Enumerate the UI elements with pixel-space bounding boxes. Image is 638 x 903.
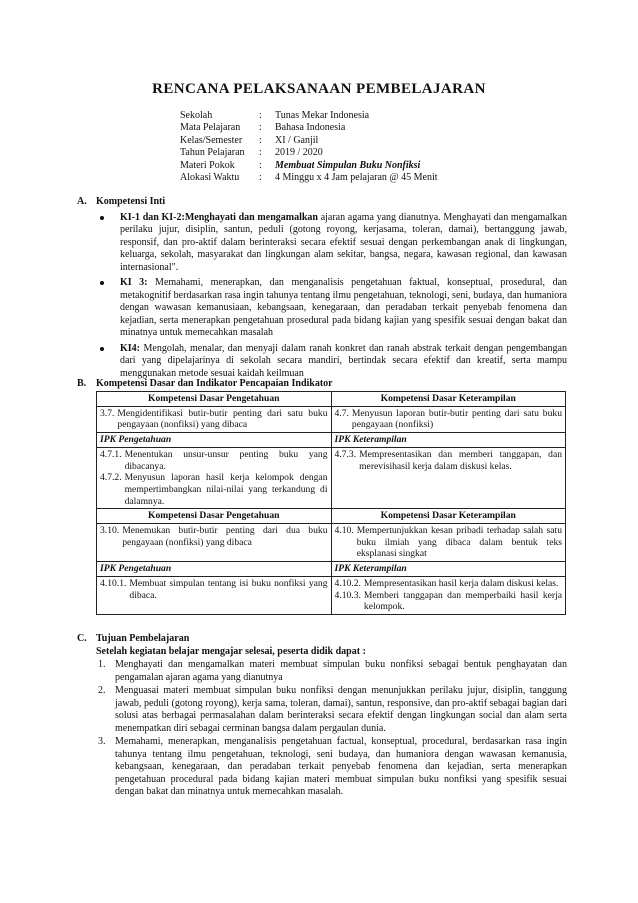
ipk-knowledge-label: IPK Pengetahuan: [97, 562, 332, 577]
list-item: [77, 736, 567, 799]
kd-item: [335, 525, 563, 560]
table-header-skill: Kompetensi Dasar Keterampilan: [331, 509, 566, 524]
section-letter: C.: [77, 633, 87, 644]
item-number: 2.: [98, 685, 106, 696]
section-letter: B.: [77, 378, 87, 389]
table-cell: [97, 406, 332, 432]
list-item: [77, 659, 567, 684]
identity-colon: :: [259, 109, 262, 121]
item-text: Memahami, menerapkan, menganalisis pengetahuan factual, konseptual, procedural, berdasarkan rasa ingin tahunya tentang ilmu pengetahuan, teknologi, seni budaya, dan humaniora dengan wawasan kemanusia, kebangsaan, kenegaraan, dan peradaban terkait penyebab fenomena dan kejadian, serta menerapkan pengetahuan procedural pada bidang kajian materi membuat simpulan buku nonfiksi yang spesifik sesuai dengan bakat dan minatnya untuk memecahkan masalah.: [115, 736, 567, 797]
ipk-item: [100, 449, 328, 472]
identity-colon: :: [259, 171, 262, 183]
identity-label: Kelas/Semester: [180, 134, 243, 146]
identity-label: Sekolah: [180, 109, 213, 121]
kd-text: Menyusun laporan butir-butir penting dari satu buku pengayaan (nonfiksi): [351, 407, 562, 431]
section-heading: [77, 196, 567, 209]
ipk-number: 4.7.2.: [100, 472, 122, 484]
item-lead: KI 3:: [120, 277, 148, 288]
table-row: [97, 524, 566, 562]
list-item: [77, 212, 567, 275]
identity-colon: :: [259, 122, 262, 134]
ipk-text: Menentukan unsur-unsur penting buku yang dibacanya.: [124, 448, 328, 472]
ipk-number: 4.7.3.: [334, 448, 357, 460]
kd-number: 4.10.: [334, 525, 354, 537]
ipk-skill-label: IPK Keterampilan: [331, 562, 566, 577]
table-row: [97, 406, 566, 432]
list-item: [77, 277, 567, 340]
identity-row-topic: [180, 160, 438, 172]
table-cell: [97, 524, 332, 562]
table-cell: [97, 447, 332, 509]
list-item: [77, 343, 567, 381]
ipk-item: [335, 578, 563, 590]
identity-value: Membuat Simpulan Buku Nonfiksi: [275, 159, 421, 171]
table-row: [97, 576, 566, 614]
ipk-item: [100, 578, 328, 601]
identity-value: XI / Ganjil: [275, 134, 319, 146]
table-row: [97, 433, 566, 448]
objectives-list: [77, 659, 567, 799]
ipk-item: [100, 472, 328, 507]
section-core-competence: [77, 196, 567, 383]
item-text: Memahami, menerapkan, dan menganalisis pengetahuan faktual, konseptual, prosedural, dan metakognitif berdasarkan rasa ingin tahunya tentang ilmu pengetahuan, teknologi, seni, budaya, dan humaniora dengan wawasan kemanusiaan, kebangsaan, kenegaraan, dan peradaban terkait penyebab fenomena dan kejadian, serta menerapkan pengetahuan prosedural pada bidang kajian yang spesifik sesuai dengan bakat dan minatnya untuk memecahkan masalah: [120, 277, 568, 338]
identity-block: [180, 110, 438, 184]
table-header-knowledge: Kompetensi Dasar Pengetahuan: [97, 509, 332, 524]
section-title: Kompetensi Dasar dan Indikator Pencapaian Indikator: [96, 378, 333, 389]
table-cell: [331, 447, 566, 509]
item-lead: KI-1 dan KI-2:Menghayati dan mengamalkan: [120, 211, 318, 223]
kd-text: Menemukan butir-butir penting dari dua buku pengayaan (nonfiksi) yang dibaca: [122, 525, 328, 548]
section-heading: [77, 633, 567, 646]
item-text: Mengolah, menalar, dan menyaji dalam ranah konkret dan ranah abstrak terkait dengan pengembangan dari yang dipelajarinya di sekolah secara mandiri, bertindak secara efektif dan kreatif, serta mampu menggunakan metode sesuai kaidah keilmuan: [120, 342, 567, 379]
ipk-text: Memberi tanggapan dan memperbaiki hasil kerja kelompok.: [363, 589, 562, 613]
identity-row-time: [180, 172, 438, 184]
list-item: [77, 685, 567, 735]
identity-value: 2019 / 2020: [275, 147, 323, 159]
section-letter: A.: [77, 196, 87, 207]
item-number: 1.: [98, 659, 106, 670]
identity-label: Alokasi Waktu: [180, 171, 240, 183]
table-row: [97, 562, 566, 577]
competence-table: [96, 391, 566, 615]
item-text: ajaran agama yang dianutnya. Menghayati dan mengamalkan perilaku jujur, disiplin, santun, peduli (gotong royong, kerjasama, toleran, damai), bertanggung jawab, responsif, dan pro-aktif dalam berinteraksi secara efektif sesuai dengan perkembangan anak di lingkungan, keluarga, sekolah, masyarakat dan lingkungan alam sekitar, bangsa, negara, kawasan regional, dan kawasan internasional".: [120, 211, 567, 273]
document-title: RENCANA PELAKSANAAN PEMBELAJARAN: [152, 81, 486, 97]
section-heading: [77, 378, 567, 391]
ipk-number: 4.10.3.: [334, 589, 361, 601]
table-cell: [331, 524, 566, 562]
table-cell: [331, 406, 566, 432]
table-header-knowledge: Kompetensi Dasar Pengetahuan: [97, 392, 332, 407]
section-title: Tujuan Pembelajaran: [96, 633, 190, 644]
ipk-text: Mempresentasikan dan memberi tanggapan, dan merevisihasil kerja dalam diskusi kelas.: [359, 448, 562, 472]
identity-row-year: [180, 147, 438, 159]
ipk-number: 4.10.2.: [334, 577, 361, 589]
identity-colon: :: [259, 159, 262, 171]
ipk-number: 4.10.1.: [100, 577, 127, 589]
ipk-skill-label: IPK Keterampilan: [331, 433, 566, 448]
objectives-intro: Setelah kegiatan belajar mengajar selesai, peserta didik dapat :: [96, 645, 366, 657]
kd-text: Mempertunjukkan kesan pribadi terhadap salah satu buku ilmiah yang dibaca dalam bentuk teks eksplanasi singkat: [356, 525, 562, 560]
identity-row-school: [180, 110, 438, 122]
identity-colon: :: [259, 147, 262, 159]
table-header-skill: Kompetensi Dasar Keterampilan: [331, 392, 566, 407]
ipk-text: Membuat simpulan tentang isi buku nonfiksi yang dibaca.: [129, 577, 328, 601]
ipk-item: [335, 590, 563, 613]
table-row: [97, 392, 566, 407]
identity-value: Bahasa Indonesia: [275, 122, 346, 134]
table-row: [97, 509, 566, 524]
ipk-knowledge-label: IPK Pengetahuan: [97, 433, 332, 448]
kd-item: [100, 525, 328, 548]
kd-number: 4.7.: [334, 407, 349, 419]
ipk-text: Mempresentasikan hasil kerja dalam diskusi kelas.: [363, 577, 559, 589]
section-basic-competence: [77, 378, 567, 391]
item-text: Menguasai materi membuat simpulan buku nonfiksi dengan menunjukkan perilaku jujur, disiplin, tanggung jawab, peduli (gotong royong), kerja sama, toleran, damai), santun, responsive, dan pro-aktif sebagai bagian dari solusi atas berbagai permasalahan dalam berinteraksi secara efektif dengan lingkungan social dan alam serta menempatkan diri sebagai cerminan bangsa dalam pergaulan dunia.: [115, 685, 567, 734]
identity-value: 4 Minggu x 4 Jam pelajaran @ 45 Menit: [275, 171, 438, 183]
kd-text: Mengidentifikasi butir-butir penting dari satu buku pengayaan (nonfiksi) yang dibaca: [117, 407, 328, 431]
identity-label: Mata Pelajaran: [180, 122, 241, 134]
section-title: Kompetensi Inti: [96, 196, 166, 207]
kd-number: 3.10.: [100, 525, 120, 537]
identity-colon: :: [259, 134, 262, 146]
identity-value: Tunas Mekar Indonesia: [275, 109, 370, 121]
section-learning-objectives: [77, 633, 567, 800]
identity-label: Tahun Pelajaran: [180, 147, 245, 159]
ipk-text: Menyusun laporan hasil kerja kelompok dengan mempertimbangkan nilai-nilai yang terkandung di dalamnya.: [124, 472, 328, 507]
ipk-number: 4.7.1.: [100, 448, 122, 460]
table-row: [97, 447, 566, 509]
identity-row-class: [180, 135, 438, 147]
identity-row-subject: [180, 122, 438, 134]
item-number: 3.: [98, 736, 106, 747]
core-competence-list: [77, 212, 567, 381]
table-cell: [331, 576, 566, 614]
kd-item: [100, 408, 328, 431]
kd-number: 3.7.: [100, 407, 115, 419]
ipk-item: [335, 449, 563, 472]
item-lead: KI4:: [120, 342, 140, 354]
table-cell: [97, 576, 332, 614]
item-text: Menghayati dan mengamalkan materi membuat simpulan buku nonfiksi sebagai bentuk penghayatan dan pengamalan ajaran agama yang dianutnya: [115, 659, 567, 683]
identity-label: Materi Pokok: [180, 159, 235, 171]
kd-item: [335, 408, 563, 431]
